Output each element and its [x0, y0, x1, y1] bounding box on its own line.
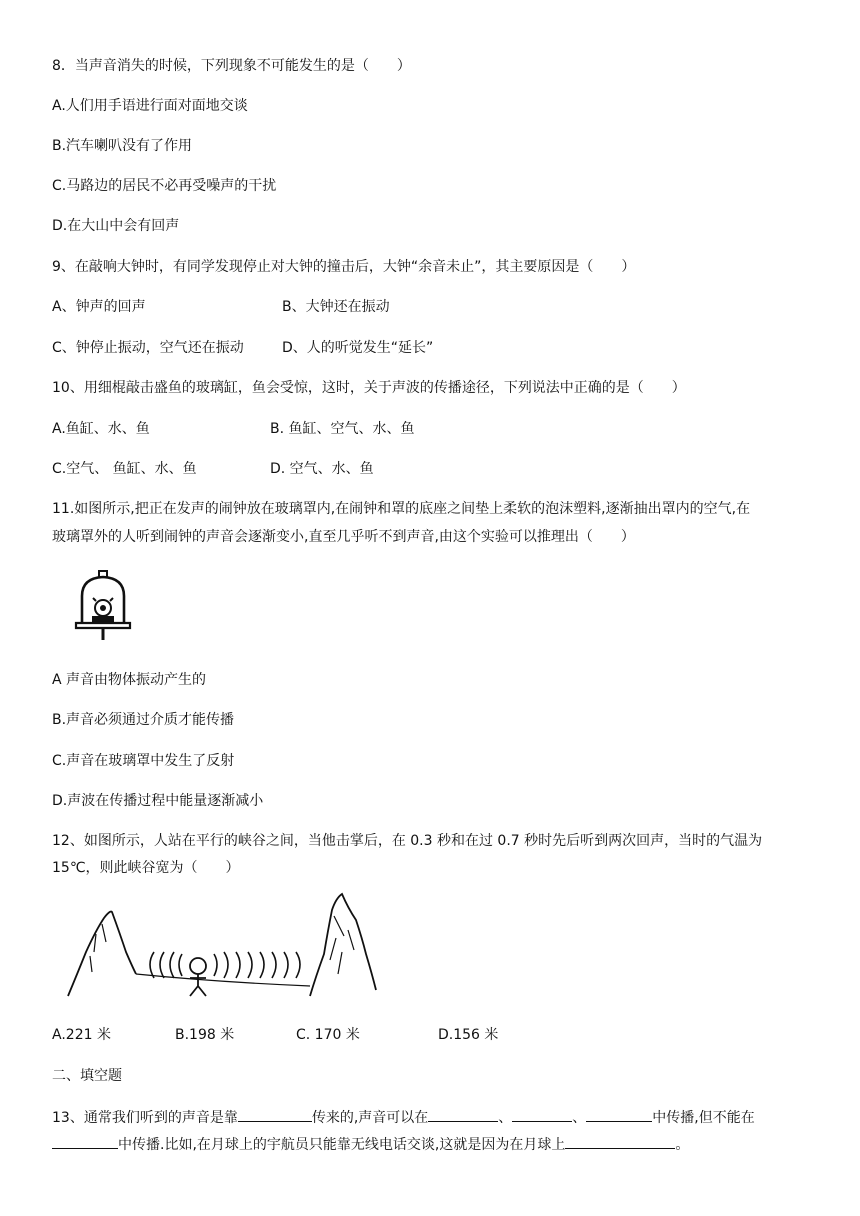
q9-stem: 9、在敲响大钟时，有同学发现停止对大钟的撞击后，大钟“余音未止”，其主要原因是（ ）	[52, 259, 636, 275]
q9-option-b: B、大钟还在振动	[282, 299, 390, 315]
q13-sep-1: 、	[498, 1110, 513, 1126]
q10-option-c: C.空气、 鱼缸、水、鱼	[52, 461, 197, 477]
q8-option-a: A.人们用手语进行面对面地交谈	[52, 98, 248, 114]
q12-stem-line1: 12、如图所示，人站在平行的峡谷之间，当他击掌后，在 0.3 秒和在过 0.7 秒时先后听到两次回声，当时的气温为	[52, 833, 763, 849]
q9-option-c: C、钟停止振动，空气还在振动	[52, 340, 244, 356]
q13-text-3: 中传播,但不能在	[652, 1110, 755, 1126]
q10-option-b: B. 鱼缸、空气、水、鱼	[270, 421, 415, 437]
q13-text-4: 中传播.比如,在月球上的宇航员只能靠无线电话交谈,这就是因为在月球上	[118, 1137, 566, 1153]
q11-option-a: A 声音由物体振动产生的	[52, 672, 207, 688]
q13-text-1: 13、通常我们听到的声音是靠	[52, 1110, 238, 1126]
canyon-figure	[66, 890, 378, 1002]
left-sound-waves	[150, 952, 182, 978]
q11-option-d: D.声波在传播过程中能量逐渐减小	[52, 793, 264, 809]
q12-option-b: B.198 米	[175, 1027, 235, 1043]
q9-option-a: A、钟声的回声	[52, 299, 146, 315]
q13-line1	[52, 1107, 755, 1128]
section-heading-fill-in: 二、填空题	[52, 1068, 122, 1084]
q13-blank-5[interactable]	[52, 1134, 118, 1149]
q8-option-c: C.马路边的居民不必再受噪声的干扰	[52, 178, 277, 194]
q13-blank-6[interactable]	[565, 1134, 675, 1149]
bell-jar-base	[76, 623, 130, 628]
q9-option-d: D、人的听觉发生“延长”	[282, 340, 434, 356]
q13-blank-3[interactable]	[512, 1107, 572, 1122]
q13-text-5: 。	[675, 1137, 690, 1153]
q12-stem-line2: 15℃，则此峡谷宽为（ ）	[52, 860, 240, 876]
bell-jar-figure	[72, 570, 134, 642]
q8-option-d: D.在大山中会有回声	[52, 218, 180, 234]
q10-stem: 10、用细棍敲击盛鱼的玻璃缸，鱼会受惊，这时，关于声波的传播途径，下列说法中正确的是（ ）	[52, 380, 686, 396]
q10-option-d: D. 空气、水、鱼	[270, 461, 374, 477]
q12-option-a: A.221 米	[52, 1027, 111, 1043]
q11-stem-line1: 11.如图所示,把正在发声的闹钟放在玻璃罩内,在闹钟和罩的底座之间垫上柔软的泡沫塑料,逐渐抽出罩内的空气,在	[52, 501, 751, 517]
q8-option-b: B.汽车喇叭没有了作用	[52, 138, 193, 154]
q13-blank-4[interactable]	[586, 1107, 652, 1122]
q13-blank-2[interactable]	[428, 1107, 498, 1122]
q10-option-a: A.鱼缸、水、鱼	[52, 421, 150, 437]
q13-blank-1[interactable]	[238, 1107, 312, 1122]
q12-option-c: C. 170 米	[296, 1027, 360, 1043]
q13-text-2: 传来的,声音可以在	[311, 1110, 429, 1126]
q13-line2	[52, 1134, 689, 1155]
person-clapping	[190, 958, 206, 996]
right-cliff	[310, 894, 376, 996]
q8-stem: 8．当声音消失的时候，下列现象不可能发生的是（ ）	[52, 58, 411, 74]
q11-option-b: B.声音必须通过介质才能传播	[52, 712, 235, 728]
q11-stem-line2: 玻璃罩外的人听到闹钟的声音会逐渐变小,直至几乎听不到声音,由这个实验可以推理出（ ）	[52, 529, 635, 545]
q11-option-c: C.声音在玻璃罩中发生了反射	[52, 753, 235, 769]
right-sound-waves	[214, 952, 300, 978]
foam-pad	[92, 616, 114, 622]
q13-sep-2: 、	[572, 1110, 587, 1126]
q12-option-d: D.156 米	[438, 1027, 499, 1043]
